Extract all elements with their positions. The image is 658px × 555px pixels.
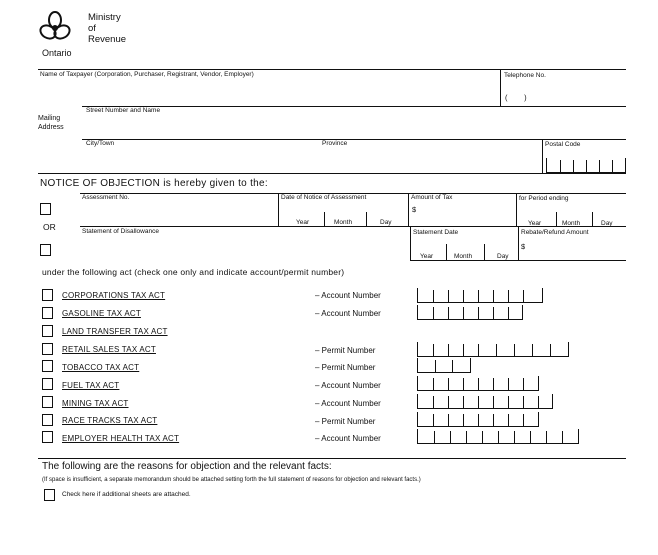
ministry-name bbox=[88, 12, 126, 45]
reasons-heading: The following are the reasons for objection and the relevant facts: bbox=[42, 461, 332, 472]
street-label: Street Number and Name bbox=[86, 107, 161, 114]
ontario-logo bbox=[38, 10, 72, 44]
ministry-line-2: of bbox=[88, 23, 96, 34]
act-name-mining: MINING TAX ACT bbox=[62, 399, 129, 408]
additional-sheets-checkbox[interactable] bbox=[44, 489, 55, 501]
telephone-area-code[interactable]: ( ) bbox=[505, 93, 527, 102]
act-checkbox-tobacco[interactable] bbox=[42, 360, 53, 372]
postal-code-boxes[interactable] bbox=[546, 158, 626, 173]
assessment-checkbox[interactable] bbox=[40, 203, 51, 215]
mailing-label-line2: Address bbox=[38, 124, 64, 131]
act-number-label-race-tracks: – Permit Number bbox=[315, 417, 376, 426]
act-name-retail-sales: RETAIL SALES TAX ACT bbox=[62, 345, 156, 354]
act-name-corporations: CORPORATIONS TAX ACT bbox=[62, 291, 166, 300]
act-checkbox-race-tracks[interactable] bbox=[42, 414, 53, 426]
province-label: Province bbox=[322, 140, 348, 147]
amount-tax-input[interactable] bbox=[421, 205, 515, 221]
act-number-label-tobacco: – Permit Number bbox=[315, 363, 376, 372]
objection-heading: NOTICE OF OBJECTION is hereby given to the: bbox=[40, 178, 268, 189]
period-day-label: Day bbox=[601, 220, 613, 227]
period-ending-label: for Period ending bbox=[519, 195, 569, 202]
period-year-label: Year bbox=[528, 220, 542, 227]
act-number-label-gasoline: – Account Number bbox=[315, 309, 381, 318]
mailing-label-line1: Mailing bbox=[38, 115, 61, 122]
assessment-month-label: Month bbox=[334, 219, 353, 226]
act-checkbox-mining[interactable] bbox=[42, 396, 53, 408]
assessment-no-input[interactable] bbox=[84, 206, 278, 222]
act-name-race-tracks: RACE TRACKS TAX ACT bbox=[62, 416, 158, 425]
telephone-label: Telephone No. bbox=[504, 72, 546, 79]
account-number-boxes-corporations[interactable] bbox=[417, 288, 543, 303]
act-checkbox-land-transfer[interactable] bbox=[42, 325, 53, 337]
account-number-boxes-mining[interactable] bbox=[417, 394, 553, 409]
statement-month-label: Month bbox=[454, 253, 473, 260]
taxpayer-name-label: Name of Taxpayer (Corporation, Purchaser, Registrant, Vendor, Employer) bbox=[40, 71, 254, 78]
province-name: Ontario bbox=[42, 48, 72, 58]
act-checkbox-employer-health[interactable] bbox=[42, 431, 53, 443]
act-name-tobacco: TOBACCO TAX ACT bbox=[62, 363, 140, 372]
statement-year-label: Year bbox=[420, 253, 434, 260]
act-name-land-transfer: LAND TRANSFER TAX ACT bbox=[62, 327, 168, 336]
street-input[interactable] bbox=[86, 118, 610, 134]
rebate-dollar: $ bbox=[521, 242, 526, 251]
period-month-label: Month bbox=[562, 220, 581, 227]
rebate-refund-label: Rebate/Refund Amount bbox=[521, 229, 589, 236]
city-input[interactable] bbox=[86, 152, 315, 168]
act-checkbox-gasoline[interactable] bbox=[42, 307, 53, 319]
taxpayer-name-input[interactable] bbox=[42, 82, 496, 98]
act-number-label-mining: – Account Number bbox=[315, 399, 381, 408]
reasons-textarea[interactable] bbox=[42, 505, 626, 553]
statement-day-label: Day bbox=[497, 253, 509, 260]
statement-date-label: Statement Date bbox=[413, 229, 459, 236]
mailing-label bbox=[38, 114, 64, 132]
ministry-line-3: Revenue bbox=[88, 34, 127, 45]
account-number-boxes-fuel[interactable] bbox=[417, 376, 539, 391]
permit-number-boxes-retail-sales[interactable] bbox=[417, 342, 569, 357]
reasons-note: (If space is insufficient, a separate memorandum should be attached setting forth the full statement of reasons for objection and relevant facts.) bbox=[42, 477, 421, 483]
act-number-label-employer-health: – Account Number bbox=[315, 434, 381, 443]
act-checkbox-fuel[interactable] bbox=[42, 378, 53, 390]
trillium-icon bbox=[38, 10, 72, 44]
postal-code-label: Postal Code bbox=[545, 141, 581, 148]
date-notice-label: Date of Notice of Assessment bbox=[281, 194, 367, 201]
assessment-no-label: Assessment No. bbox=[82, 194, 130, 201]
act-checkbox-retail-sales[interactable] bbox=[42, 343, 53, 355]
ministry-line-1: Ministry bbox=[88, 12, 121, 23]
statement-disallowance-label: Statement of Disallowance bbox=[82, 228, 159, 235]
rebate-refund-input[interactable] bbox=[530, 242, 626, 258]
city-label: City/Town bbox=[86, 140, 115, 147]
disallowance-checkbox[interactable] bbox=[40, 244, 51, 256]
act-name-employer-health: EMPLOYER HEALTH TAX ACT bbox=[62, 434, 180, 443]
permit-number-boxes-tobacco[interactable] bbox=[417, 358, 471, 373]
permit-number-boxes-race-tracks[interactable] bbox=[417, 412, 539, 427]
act-number-label-retail-sales: – Permit Number bbox=[315, 346, 376, 355]
act-name-fuel: FUEL TAX ACT bbox=[62, 381, 120, 390]
act-number-label-fuel: – Account Number bbox=[315, 381, 381, 390]
province-input[interactable] bbox=[322, 152, 536, 168]
amount-tax-dollar: $ bbox=[412, 205, 417, 214]
act-section-heading: under the following act (check one only and indicate account/permit number) bbox=[42, 267, 345, 277]
statement-disallowance-input[interactable] bbox=[84, 240, 408, 256]
assessment-year-label: Year bbox=[296, 219, 310, 226]
account-number-boxes-gasoline[interactable] bbox=[417, 305, 523, 320]
act-name-gasoline: GASOLINE TAX ACT bbox=[62, 309, 141, 318]
account-number-boxes-employer-health[interactable] bbox=[417, 429, 579, 444]
act-number-label-corporations: – Account Number bbox=[315, 291, 381, 300]
assessment-day-label: Day bbox=[380, 219, 392, 226]
act-checkbox-corporations[interactable] bbox=[42, 289, 53, 301]
or-label: OR bbox=[43, 222, 56, 232]
additional-sheets-label: Check here if additional sheets are attached. bbox=[62, 491, 191, 498]
amount-tax-label: Amount of Tax bbox=[411, 194, 453, 201]
